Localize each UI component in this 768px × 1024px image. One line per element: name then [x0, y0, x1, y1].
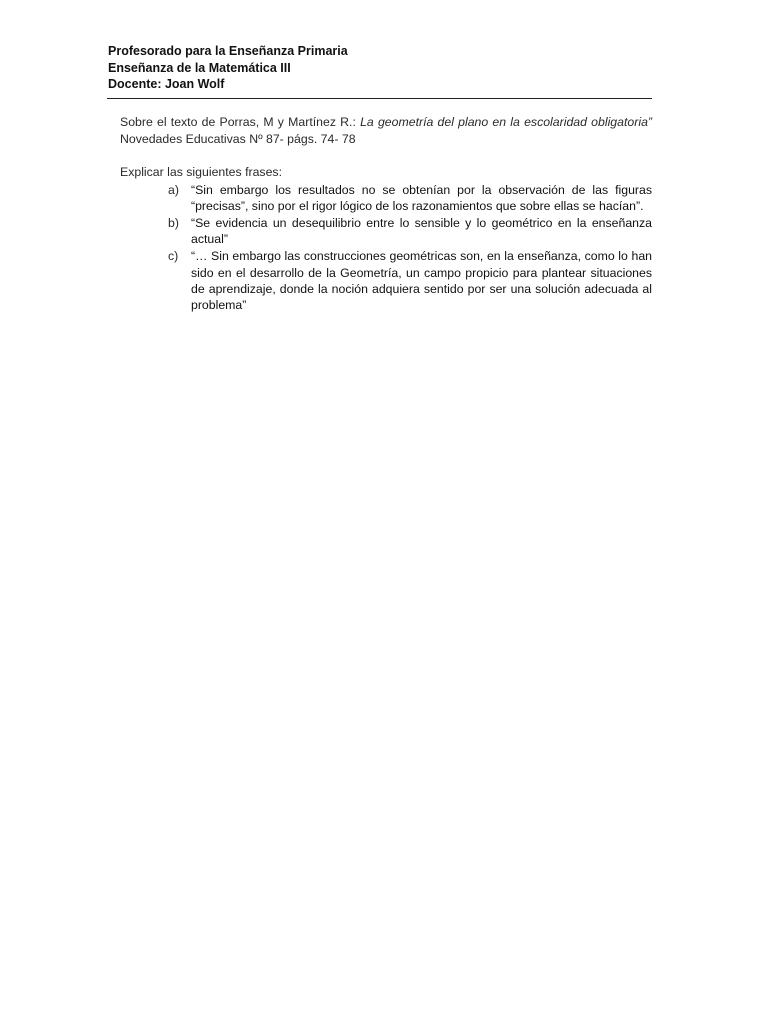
item-marker: a): [168, 182, 179, 197]
source-suffix: Novedades Educativas Nº 87- págs. 74- 78: [120, 131, 356, 146]
header-teacher: Docente: Joan Wolf: [108, 77, 225, 91]
item-marker: c): [168, 249, 179, 264]
header-program: Profesorado para la Enseñanza Primaria: [108, 44, 348, 58]
document-header: [108, 43, 348, 93]
item-quote: “Se evidencia un desequilibrio entre lo sensible y lo geométrico en la enseñanza actual”: [191, 215, 652, 247]
source-prefix: Sobre el texto de Porras, M y Martínez R.:: [120, 115, 361, 129]
instruction-text: Explicar las siguientes frases:: [120, 165, 282, 179]
quote-list: [120, 182, 652, 314]
item-marker: b): [168, 215, 179, 230]
list-item: [120, 182, 652, 214]
item-quote: “Sin embargo los resultados no se obtenían por la observación de las figuras “precisas”, sino por el rigor lógico de los razonamientos que sobre ellas se hacían”.: [191, 182, 652, 213]
source-reference: [120, 114, 652, 147]
list-item: [120, 248, 652, 313]
header-divider: [107, 98, 652, 99]
header-course: Enseñanza de la Matemática III: [108, 60, 291, 75]
list-item: [120, 215, 652, 247]
source-title: La geometría del plano en la escolaridad obligatoria”: [360, 115, 653, 129]
item-quote: “… Sin embargo las construcciones geométricas son, en la enseñanza, como lo han sido en el desarrollo de la Geometría, un campo propicio para plantear situaciones de aprendizaje, donde la noción adquiera sentido por ser una solución adecuada al problema”: [191, 249, 652, 312]
document-body: [120, 114, 652, 314]
